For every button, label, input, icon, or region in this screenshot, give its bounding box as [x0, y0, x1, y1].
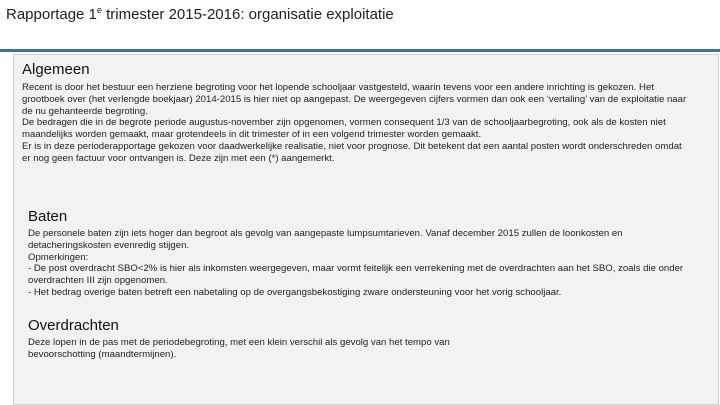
- paragraph: Er is in deze perioderapportage gekozen voor daadwerkelijke realisatie, niet voor prognose. Dit betekent dat een aantal posten wordt onderschreden omdat er nog geen factuur voor ontvangen is. Deze zijn met een (*) aangemerkt.: [22, 140, 682, 164]
- page-title: [6, 4, 706, 25]
- section-heading: Algemeen: [22, 61, 90, 78]
- paragraph: De personele baten zijn iets hoger dan begroot als gevolg van aangepaste lumpsumtarieven. Vanaf december 2015 zullen de loonkosten en detacheringskosten evenredig stijgen.: [28, 228, 623, 251]
- section-heading: Overdrachten: [28, 317, 119, 334]
- paragraph: Recent is door het bestuur een herziene begroting voor het lopende schooljaar vastgesteld, waarin tevens voor een andere inrichting is gekozen. Het grootboek over (het verlengde boekjaar) 2014-2015 is hier niet op aangepast. De weergegeven cijfers vormen dan ook een ‘vertaling’ van de exploitatie naar de nu gehanteerde begroting.: [22, 82, 687, 117]
- section-algemeen: [22, 61, 692, 165]
- paragraph: Deze lopen in de pas met de periodebegroting, met een klein verschil als gevolg van het tempo van bevoorschotting (maandtermijnen).: [28, 337, 450, 360]
- section-heading: Baten: [28, 208, 68, 225]
- section-body: [22, 82, 692, 165]
- header-divider: [0, 49, 720, 52]
- paragraph: - Het bedrag overige baten betreft een nabetaling op de overgangsbekostiging zware ondersteuning voor het vorig schooljaar.: [28, 286, 562, 298]
- section-baten: [28, 208, 698, 299]
- paragraph: De bedragen die in de begrote periode augustus-november zijn opgenomen, vormen consequent 1/3 van de schooljaarbegroting, ook als de kosten niet maandelijks worden gemaakt, maar grotendeels in dit trimester of in een volgend trimester worden gemaakt.: [22, 117, 666, 141]
- section-body: [28, 337, 508, 361]
- title-rest: trimester 2015-2016: organisatie exploitatie: [101, 6, 394, 23]
- title-main: Rapportage 1: [6, 6, 97, 23]
- section-overdrachten: [28, 317, 508, 361]
- title-superscript: e: [96, 5, 102, 15]
- paragraph: - De post overdracht SBO<2% is hier als inkomsten weergegeven, maar vormt feitelijk een verrekening met de overdrachten aan het SBO, zoals die onder overdrachten III zijn opgenomen.: [28, 263, 684, 287]
- content-panel: [13, 54, 719, 405]
- paragraph: Opmerkingen:: [28, 251, 89, 263]
- section-body: [28, 228, 698, 299]
